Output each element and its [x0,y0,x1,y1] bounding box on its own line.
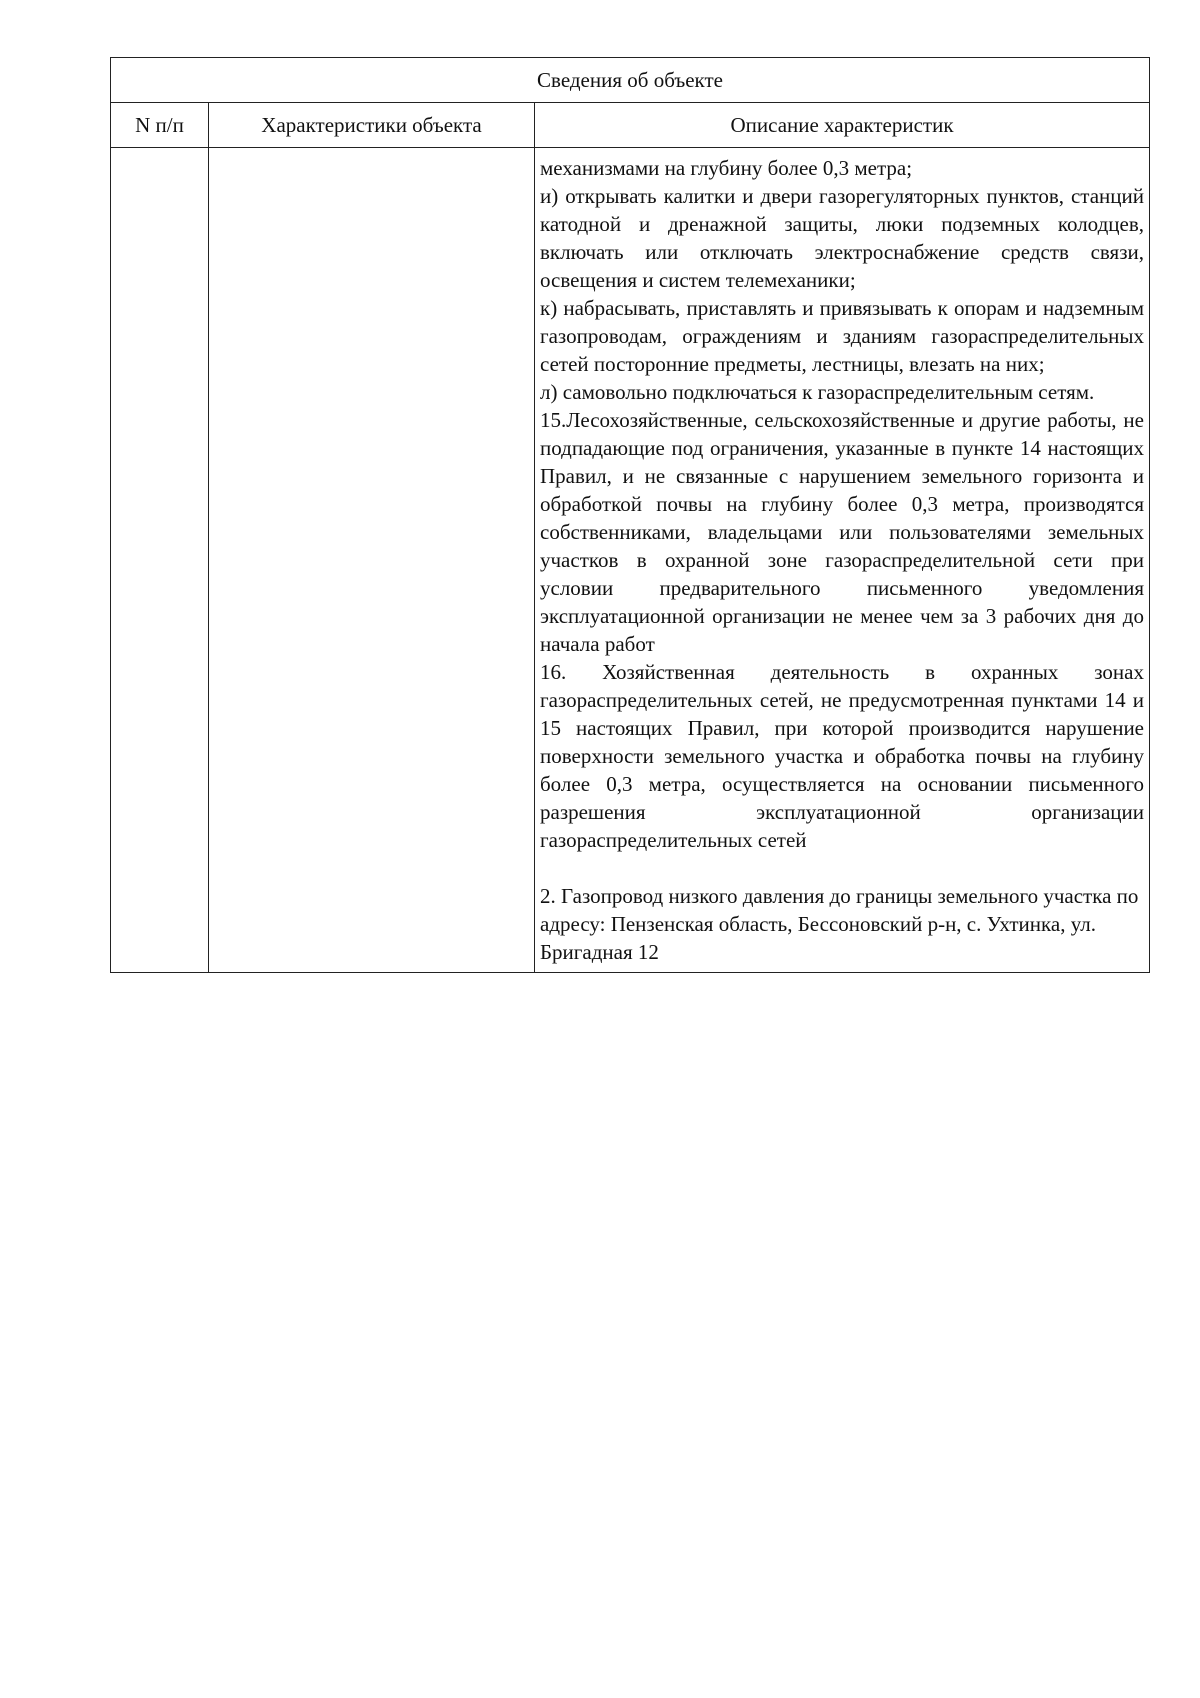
table-title-row [111,58,1150,103]
header-characteristics: Характеристики объекта [209,103,535,148]
object-info-table [110,57,1150,973]
row-characteristics-cell [209,148,535,973]
table-title: Сведения об объекте [111,58,1150,103]
description-paragraph: 16. Хозяйственная деятельность в охранных зонах газораспределительных сетей, не предусмотренная пунктами 14 и 15 настоящих Правил, при которой производится нарушение поверхности земельного участка и обработка почвы на глубину более 0,3 метра, осуществляется на основании письменного разрешения эксплуатационной организации газораспределительных сетей [540,660,1144,852]
table-header-row [111,103,1150,148]
header-description: Описание характеристик [535,103,1150,148]
description-paragraph: и) открывать калитки и двери газорегуляторных пунктов, станций катодной и дренажной защиты, люки подземных колодцев, включать или отключать электроснабжение средств связи, освещения и систем телемеханики; [540,184,1144,292]
address-paragraph: 2. Газопровод низкого давления до границы земельного участка по адресу: Пензенская область, Бессоновский р-н, с. Ухтинка, ул. Бригадная 12 [540,884,1139,964]
row-description-cell [535,148,1150,973]
header-number: N п/п [111,103,209,148]
description-paragraph: 15.Лесохозяйственные, сельскохозяйственные и другие работы, не подпадающие под ограничения, указанные в пункте 14 настоящих Правил, и не связанные с нарушением земельного горизонта и обработкой почвы на глубину более 0,3 метра, производятся собственниками, владельцами или пользователями земельных участков в охранной зоне газораспределительной сети при условии предварительного письменного уведомления эксплуатационной организации не менее чем за 3 рабочих дня до начала работ [540,408,1144,656]
description-paragraph: механизмами на глубину более 0,3 метра; [540,156,913,180]
table-row [111,148,1150,973]
row-number-cell [111,148,209,973]
description-paragraph: к) набрасывать, приставлять и привязывать к опорам и надземным газопроводам, ограждениям и зданиям газораспределительных сетей посторонние предметы, лестницы, влезать на них; [540,296,1144,376]
description-paragraph: л) самовольно подключаться к газораспределительным сетям. [540,380,1095,404]
paragraph-spacer [540,854,1144,882]
